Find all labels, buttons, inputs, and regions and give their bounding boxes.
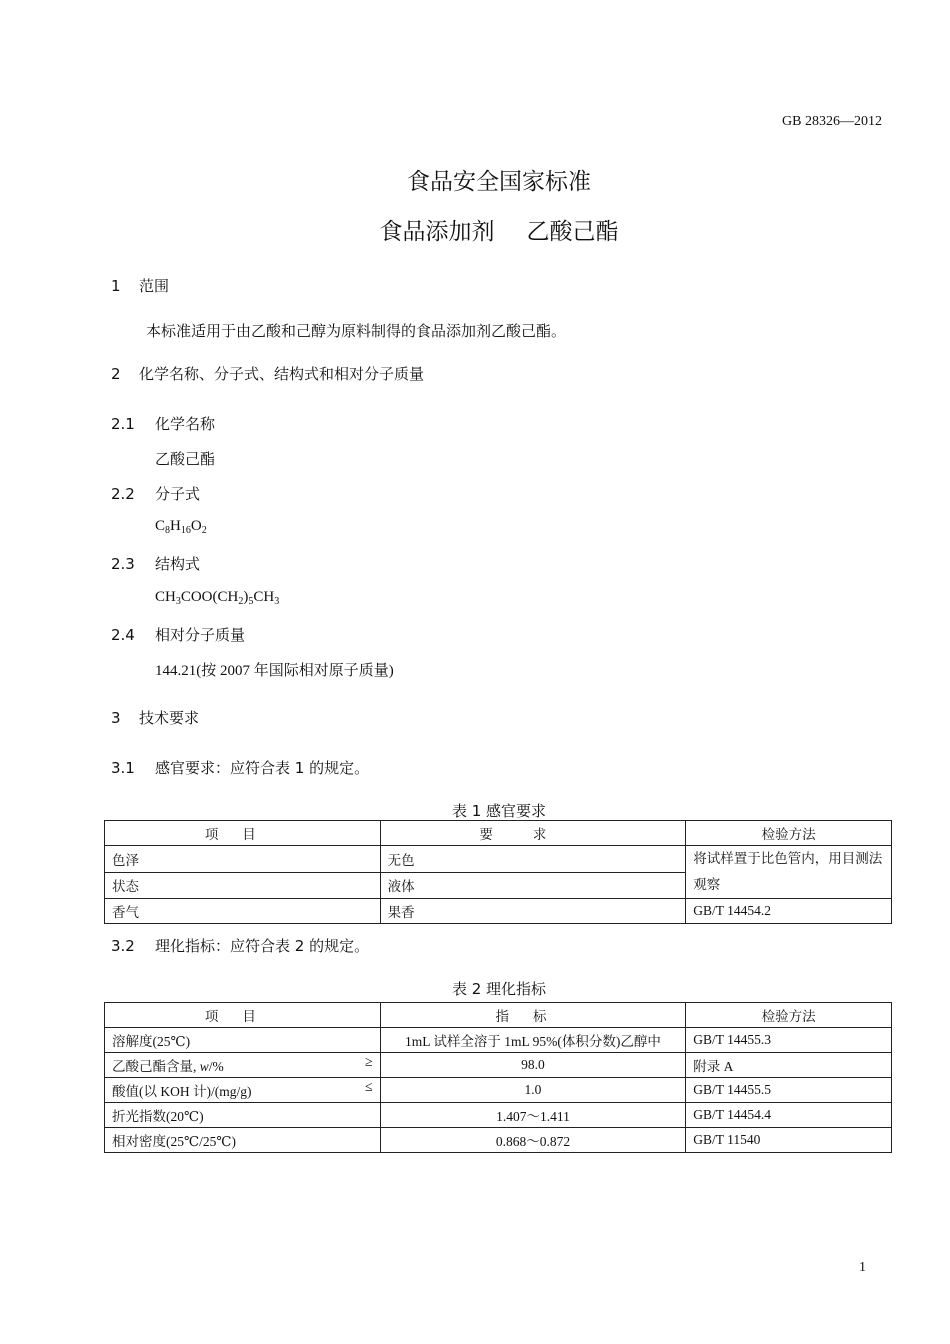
table-cell: 无色 [380,846,686,873]
table-cell: 酸值(以 KOH 计)/(mg/g) ≤ [105,1078,381,1103]
table-row [105,1028,892,1053]
comparison-symbol: ≥ [364,1055,373,1070]
section-2-4-heading [111,624,245,645]
comparison-symbol: ≤ [364,1080,373,1095]
section-1-heading [111,275,169,296]
page-title: 食品安全国家标准 [407,169,591,195]
subtitle-part-a: 食品添加剂 [379,219,495,245]
table-row [105,846,892,873]
table-row [105,1128,892,1153]
section-number: 1 [111,277,121,295]
formula-part: CH [155,589,176,605]
table-header-row [105,1003,892,1028]
table-cell: GB/T 14454.2 [686,899,892,924]
table-cell: 香气 [105,899,381,924]
section-2-2-heading [111,483,200,504]
table-cell: 状态 [105,872,381,899]
molecular-formula [155,518,207,535]
formula-part: COO(CH [180,589,239,605]
document-subtitle [0,213,950,246]
table-row [105,1103,892,1128]
section-2-heading [111,363,424,384]
table-cell: 1.0 [380,1078,686,1103]
formula-element: O [190,518,202,534]
table-cell: 附录 A [686,1053,892,1078]
section-2-3-heading [111,553,200,574]
standard-number: GB 28326—2012 [782,114,882,129]
table-cell: 折光指数(20℃) [105,1103,381,1128]
table-cell: 果香 [380,899,686,924]
section-3-1-heading [111,757,369,778]
table-cell: 1.407～1.411 [380,1103,686,1128]
section-number: 2.2 [111,485,135,503]
subtitle-part-b: 乙酸己酯 [526,219,619,245]
table-cell: 相对密度(25℃/25℃) [105,1128,381,1153]
section-title: 化学名称 [155,415,216,433]
section-3-heading [111,707,199,728]
section-title: 结构式 [155,555,201,573]
table-row [105,1078,892,1103]
table-cell: 98.0 [380,1053,686,1078]
table-2-physicochemical [104,1002,892,1153]
column-header: 要求 [380,821,686,846]
column-header: 项目 [105,1003,381,1028]
table-cell: 色泽 [105,846,381,873]
column-header: 检验方法 [686,821,892,846]
chemical-name: 乙酸己酯 [155,452,216,468]
section-title: 相对分子质量 [155,626,246,644]
formula-element: H [170,518,181,534]
table-1-caption: 表 1 感官要求 [451,802,547,820]
table-cell: GB/T 14455.3 [686,1028,892,1053]
table-cell: GB/T 14454.4 [686,1103,892,1128]
section-2-1-heading [111,413,215,434]
column-header: 指标 [380,1003,686,1028]
formula-subscript: 16 [180,525,191,536]
column-header: 检验方法 [686,1003,892,1028]
section-title: 技术要求 [139,709,200,727]
section-number: 2.4 [111,626,135,644]
table-row [105,1053,892,1078]
section-number: 3.2 [111,937,135,955]
formula-subscript: 5 [248,596,254,607]
section-number: 3.1 [111,759,135,777]
table-2-caption: 表 2 理化指标 [451,980,547,998]
structural-formula [155,589,279,606]
section-number: 2.1 [111,415,135,433]
section-title: 理化指标：应符合表 2 的规定。 [155,937,370,955]
formula-subscript: 3 [175,596,181,607]
formula-element: C [155,518,166,534]
formula-subscript: 2 [238,596,244,607]
section-title: 分子式 [155,485,201,503]
column-header: 项目 [105,821,381,846]
formula-subscript: 3 [274,596,280,607]
formula-subscript: 2 [201,525,207,536]
section-number: 3 [111,709,121,727]
table-cell: 液体 [380,872,686,899]
formula-part: ) [243,589,249,605]
table-row [105,899,892,924]
section-3-2-heading [111,935,369,956]
table-cell: 将试样置于比色管内，用目测法观察 [686,846,892,899]
table-cell: 乙酸己酯含量, w/% ≥ [105,1053,381,1078]
table-cell: 溶解度(25℃) [105,1028,381,1053]
table-cell: 0.868～0.872 [380,1128,686,1153]
section-title: 范围 [139,277,170,295]
table-cell: 1mL 试样全溶于 1mL 95%(体积分数)乙醇中 [380,1028,686,1053]
table-cell: GB/T 14455.5 [686,1078,892,1103]
table-1-sensory [104,820,892,924]
page-number: 1 [859,1260,866,1275]
molecular-mass: 144.21(按 2007 年国际相对原子质量) [155,663,394,679]
formula-part: CH [253,589,275,605]
table-cell: GB/T 11540 [686,1128,892,1153]
section-title: 化学名称、分子式、结构式和相对分子质量 [139,365,425,383]
section-number: 2.3 [111,555,135,573]
section-number: 2 [111,365,121,383]
section-title: 感官要求：应符合表 1 的规定。 [155,759,370,777]
formula-subscript: 8 [165,525,171,536]
table-header-row [105,821,892,846]
section-1-body: 本标准适用于由乙酸和己醇为原料制得的食品添加剂乙酸己酯。 [146,324,567,340]
